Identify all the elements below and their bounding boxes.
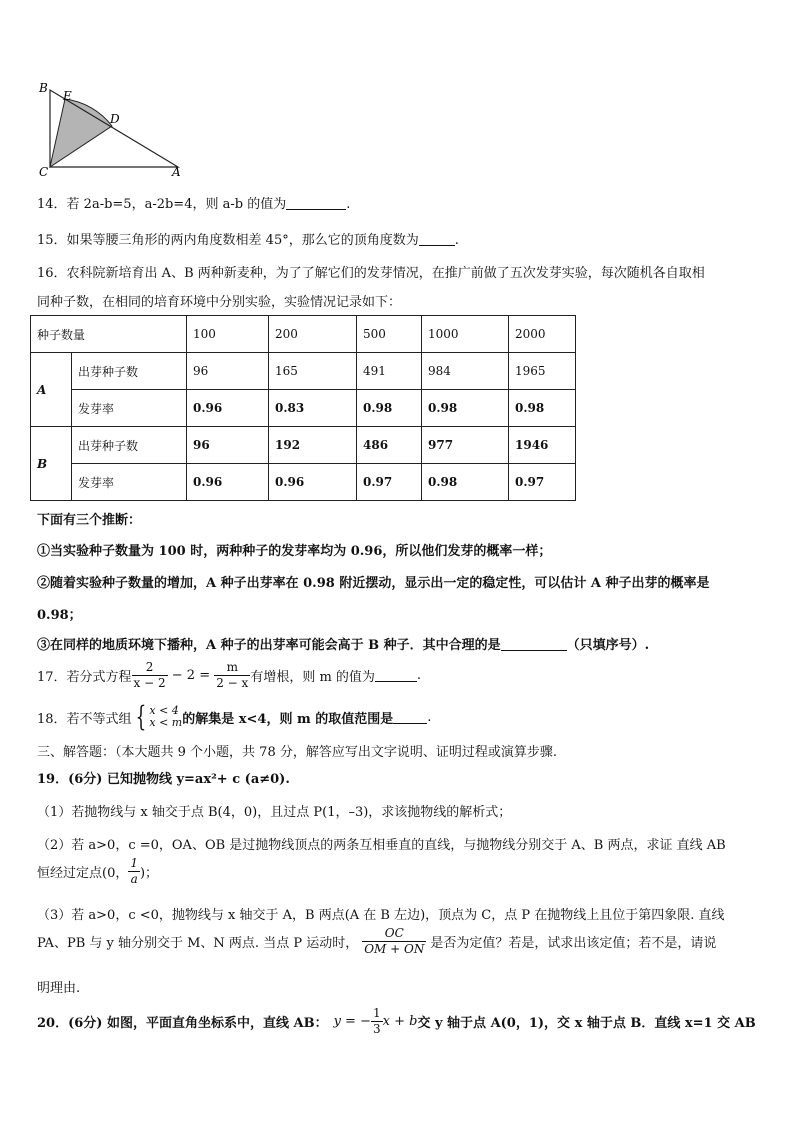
row-label: 发芽率 (72, 390, 187, 427)
question-20-pre: 20．(6分) 如图，平面直角坐标系中，直线 AB： (37, 1016, 328, 1031)
inference-3-end: （只填序号）. (566, 638, 650, 653)
inference-1: ①当实验种子数量为 100 时，两种种子的发芽率均为 0.96，所以他们发芽的概率一样； (37, 544, 552, 559)
question-17 (37, 660, 421, 691)
label-d: D (110, 112, 120, 126)
table-cell: 2000 (509, 316, 576, 353)
question-19-part3b (37, 926, 716, 957)
table-cell: 0.98 (422, 390, 509, 427)
answer-blank[interactable] (375, 669, 417, 682)
inference-2b: 0.98； (37, 608, 82, 623)
table-cell: 0.83 (269, 390, 357, 427)
label-b: B (39, 81, 48, 95)
table-cell: 192 (269, 427, 357, 464)
table-cell: 165 (269, 353, 357, 390)
answer-blank[interactable] (286, 197, 346, 210)
table-cell: 0.96 (187, 464, 269, 501)
part3b-pre: PA、PB 与 y 轴分别交于 M、N 两点. 当点 P 运动时， (37, 936, 359, 951)
table-cell: 486 (357, 427, 422, 464)
equation-pre: y = − (333, 1014, 371, 1029)
table-cell: 0.96 (269, 464, 357, 501)
inequality-2: x < m (149, 716, 183, 729)
germination-table (30, 315, 576, 501)
question-19-title: 19．(6分) 已知抛物线 y=ax²+ c (a≠0). (37, 772, 290, 787)
question-18-pre: 18．若不等式组 (37, 711, 132, 727)
row-label: 出芽种子数 (72, 427, 187, 464)
table-cell: 0.98 (509, 390, 576, 427)
question-18 (37, 700, 432, 733)
question-18-post: 的解集是 x<4，则 m 的取值范围是 (182, 711, 394, 727)
question-19-part3a: （3）若 a>0，c <0，抛物线与 x 轴交于 A，B 两点(A 在 B 左边)，顶点为 C，点 P 在抛物线上且位于第四象限. 直线 (37, 908, 725, 923)
brace-icon: { (135, 700, 146, 733)
table-cell: 1000 (422, 316, 509, 353)
group-label-a: A (31, 353, 72, 427)
question-18-end: . (427, 709, 432, 725)
question-16-line2: 同种子数，在相同的培育环境中分别实验，实验情况记录如下： (37, 295, 402, 310)
question-19-part2a: （2）若 a>0，c =0，OA、OB 是过抛物线顶点的两条互相垂直的直线，与抛物线分别交于 A、B 两点，求证 直线 AB (37, 838, 726, 853)
question-19-part3c: 明理由. (37, 981, 81, 996)
question-20-post: 交 y 轴于点 A(0，1)，交 x 轴于点 B．直线 x=1 交 AB (417, 1016, 756, 1031)
table-cell: 0.97 (357, 464, 422, 501)
table-cell: 96 (187, 427, 269, 464)
part2b-post: )； (139, 866, 159, 881)
fraction-numerator: 2 (132, 660, 168, 676)
question-14-text: 14．若 2a-b=5，a-2b=4，则 a-b 的值为 (37, 197, 287, 212)
table-cell: 200 (269, 316, 357, 353)
table-cell: 0.97 (509, 464, 576, 501)
question-17-post: 有增根，则 m 的值为 (250, 670, 375, 685)
label-e: E (63, 89, 72, 103)
table-row (31, 353, 576, 390)
fraction-one-over-a (128, 856, 140, 887)
question-15-text: 15．如果等腰三角形的两内角度数相差 45°，那么它的顶角度数为 (37, 233, 419, 248)
question-17-end: . (416, 668, 422, 683)
question-15-end: . (454, 233, 459, 248)
table-cell: 1965 (509, 353, 576, 390)
fraction-numerator: 1 (372, 1006, 381, 1020)
question-17-pre: 17．若分式方程 (37, 670, 132, 685)
table-cell: 491 (357, 353, 422, 390)
table-cell: 0.98 (357, 390, 422, 427)
inequality-system (132, 700, 183, 733)
table-cell: 984 (422, 353, 509, 390)
row-label: 出芽种子数 (72, 353, 187, 390)
table-row (31, 464, 576, 501)
fraction-one-third (371, 1006, 383, 1037)
fraction-denominator: 3 (372, 1022, 381, 1036)
table-cell: 0.96 (187, 390, 269, 427)
part2b-pre: 恒经过定点(0， (37, 866, 129, 881)
inequality-1: x < 4 (149, 704, 179, 717)
answer-blank[interactable] (501, 638, 567, 651)
fraction-1 (132, 660, 168, 691)
equation-post: x + b (382, 1014, 418, 1029)
fraction-denominator: OM + ON (364, 942, 425, 956)
inference-3-text: ③在同样的地质环境下播种，A 种子的出芽率可能会高于 B 种子．其中合理的是 (37, 638, 501, 653)
inference-2a: ②随着实验种子数量的增加，A 种子出芽率在 0.98 附近摆动，显示出一定的稳定性，可以估计 A 种子出芽的概率是 (37, 576, 710, 591)
table-cell: 0.98 (422, 464, 509, 501)
answer-blank[interactable] (419, 233, 455, 246)
fraction-numerator: OC (362, 926, 426, 942)
label-a: A (172, 165, 181, 179)
question-16-line1: 16．农科院新培育出 A、B 两种新麦种，为了了解它们的发芽情况，在推广前做了五次发芽实验，每次随机各自取相 (37, 266, 705, 281)
question-19-part1: （1）若抛物线与 x 轴交于点 B(4，0)，且过点 P(1，–3)，求该抛物线的解析式； (37, 805, 512, 820)
question-17-mid: − 2 = (167, 668, 215, 683)
label-c: C (39, 165, 49, 179)
table-row (31, 390, 576, 427)
group-label-b: B (31, 427, 72, 501)
fraction-numerator: m (214, 660, 250, 676)
fraction-denominator: a (130, 872, 138, 886)
row-label: 发芽率 (72, 464, 187, 501)
part3b-post: 是否为定值？若是，试求出该定值；若不是，请说 (430, 936, 717, 951)
inference-intro: 下面有三个推断： (37, 513, 142, 528)
answer-blank[interactable] (393, 711, 427, 724)
question-20 (37, 1006, 756, 1037)
question-19-part2b (37, 856, 158, 887)
header-label: 种子数量 (31, 316, 187, 353)
fraction-2 (214, 660, 250, 691)
fraction-denominator: 2 − x (216, 676, 249, 690)
fraction-numerator: 1 (130, 856, 138, 870)
table-cell: 96 (187, 353, 269, 390)
table-cell: 100 (187, 316, 269, 353)
table-cell: 500 (357, 316, 422, 353)
fraction-denominator: x − 2 (133, 676, 166, 690)
table-row (31, 427, 576, 464)
table-row (31, 316, 576, 353)
table-cell: 977 (422, 427, 509, 464)
geometry-figure (36, 80, 186, 180)
question-14 (37, 193, 350, 212)
question-15 (37, 229, 459, 248)
inference-3 (37, 634, 649, 653)
question-14-end: . (346, 197, 351, 212)
fraction-oc-over-om-on (362, 926, 426, 957)
table-cell: 1946 (509, 427, 576, 464)
section-3-heading: 三、解答题：（本大题共 9 个小题，共 78 分，解答应写出文字说明、证明过程或演算步骤. (37, 745, 557, 760)
